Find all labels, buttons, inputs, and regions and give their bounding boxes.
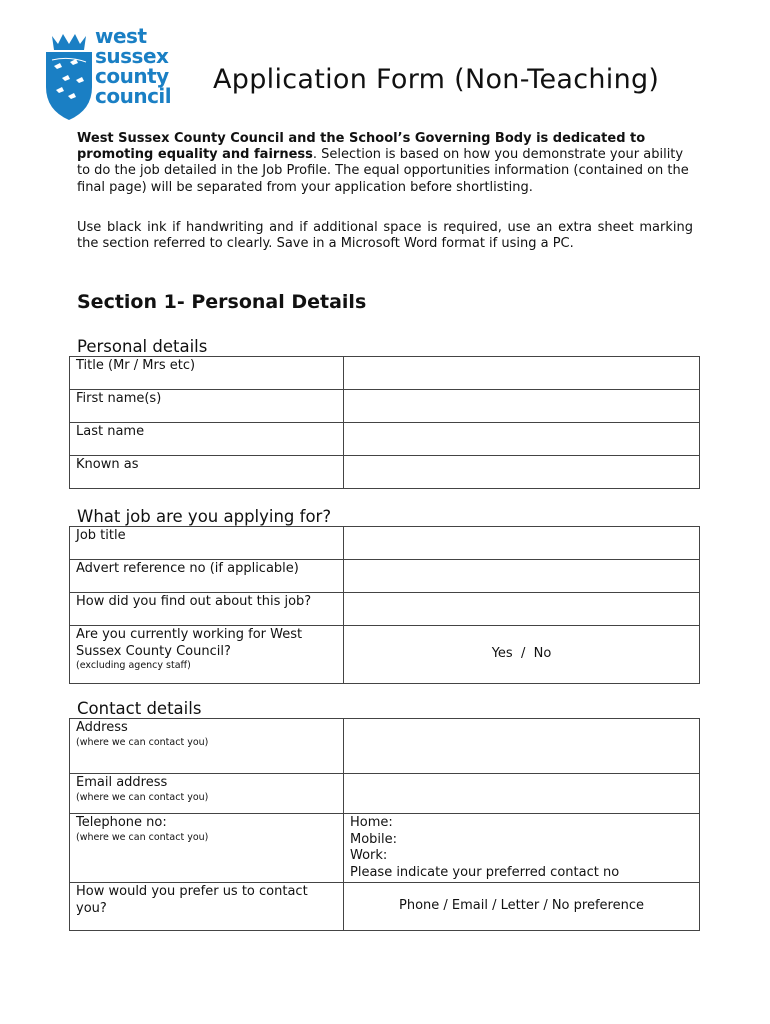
job-table (69, 526, 700, 684)
tel-mobile: Mobile: (350, 831, 398, 847)
personal-details-table (69, 356, 700, 489)
table-row (70, 357, 700, 390)
logo-wordmark (95, 26, 171, 106)
last-name-field[interactable] (344, 423, 700, 456)
table-row (70, 774, 700, 814)
row-label: Known as (70, 456, 344, 489)
contact-details-heading: Contact details (77, 699, 202, 718)
logo-line: county (95, 64, 169, 88)
address-field[interactable] (344, 719, 700, 774)
row-label (70, 719, 344, 774)
table-row (70, 814, 700, 883)
contact-table (69, 718, 700, 931)
table-row (70, 560, 700, 593)
working-note: (excluding agency staff) (76, 660, 191, 671)
row-label: Advert reference no (if applicable) (70, 560, 344, 593)
address-note: (where we can contact you) (76, 736, 209, 748)
row-label (70, 814, 344, 883)
known-as-field[interactable] (344, 456, 700, 489)
email-note: (where we can contact you) (76, 791, 209, 803)
email-field[interactable] (344, 774, 700, 814)
address-label: Address (76, 720, 128, 735)
table-row (70, 390, 700, 423)
job-heading: What job are you applying for? (77, 507, 332, 526)
first-name-field[interactable] (344, 390, 700, 423)
intro-paragraph (77, 131, 693, 196)
title-field[interactable] (344, 357, 700, 390)
advert-reference-field[interactable] (344, 560, 700, 593)
intro-rest: . Selection is based on how you demonstrate your ability to do the job detailed in the Job Profile. The equal opportunities information (contained on the final page) will be separated from your application before shortlisting. (77, 147, 689, 195)
table-row (70, 883, 700, 931)
intro-bold: West Sussex County Council and the School’s Governing Body is dedicated to promoting equality and fairness (77, 131, 646, 163)
row-label: First name(s) (70, 390, 344, 423)
logo-line: west (95, 24, 147, 48)
email-label: Email address (76, 775, 168, 790)
telephone-field[interactable] (344, 814, 700, 883)
personal-details-heading: Personal details (77, 337, 208, 356)
table-row (70, 456, 700, 489)
tel-work: Work: (350, 848, 388, 863)
council-crest-icon (44, 32, 94, 122)
table-row (70, 527, 700, 560)
logo-line: council (95, 84, 172, 108)
council-logo (44, 24, 194, 124)
table-row (70, 593, 700, 626)
table-row (70, 719, 700, 774)
row-label: How did you find out about this job? (70, 593, 344, 626)
row-label (70, 626, 344, 684)
row-label: Job title (70, 527, 344, 560)
job-title-field[interactable] (344, 527, 700, 560)
contact-preference-options[interactable]: Phone / Email / Letter / No preference (344, 883, 700, 931)
working-label: Are you currently working for West Sussex County Council? (76, 627, 303, 659)
row-label: How would you prefer us to contact you? (70, 883, 344, 931)
row-label (70, 774, 344, 814)
table-row (70, 423, 700, 456)
telephone-label: Telephone no: (76, 815, 167, 830)
logo-line: sussex (95, 44, 169, 68)
section-heading: Section 1- Personal Details (77, 291, 367, 313)
row-label: Last name (70, 423, 344, 456)
instructions-paragraph: Use black ink if handwriting and if additional space is required, use an extra sheet marking the section referred to clearly. Save in a Microsoft Word format if using a PC. (77, 220, 693, 252)
row-label: Title (Mr / Mrs etc) (70, 357, 344, 390)
telephone-note: (where we can contact you) (76, 831, 209, 843)
page-title: Application Form (Non-Teaching) (213, 64, 660, 95)
tel-preferred: Please indicate your preferred contact no (350, 864, 620, 880)
found-job-field[interactable] (344, 593, 700, 626)
table-row (70, 626, 700, 684)
working-yes-no[interactable]: Yes / No (344, 626, 700, 684)
tel-home: Home: (350, 815, 393, 830)
